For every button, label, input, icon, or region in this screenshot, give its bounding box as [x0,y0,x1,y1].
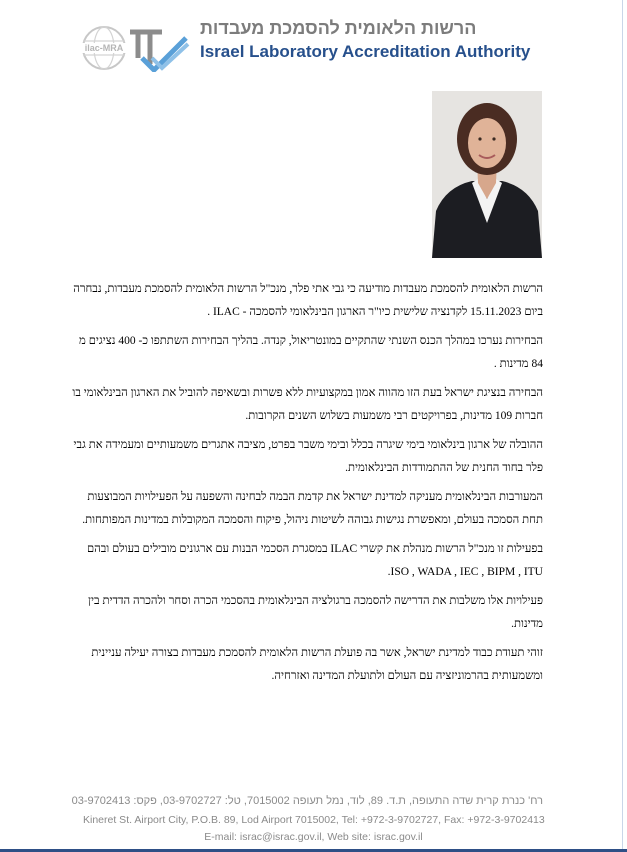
letter-body [70,278,543,694]
ilac-mra-logo [80,24,128,72]
israc-logo [128,28,190,72]
org-name-hebrew: הרשות הלאומית להסמכת מעבדות [200,18,477,38]
ilac-mra-logo-text: ilac-MRA [84,43,124,53]
page-border [622,0,623,852]
portrait-photo [432,91,542,258]
body-paragraph-3: הבחירה בנציגת ישראל בעת הזו מהווה אמון במקצועיות ללא פשרות ובשאיפה להוביל את הארגון הבינלאומי בו חברות 109 מדינות, בפרויקטים רבי משמעות בשלוש השנים הקרובות. [72,387,543,422]
body-paragraph-2: הבחירות נערכו במהלך הכנס השנתי שהתקיים במונטריאול, קנדה. בהליך הבחירות השתתפו כ- 400 נציגים מ 84 מדינות . [79,335,543,370]
footer-address-hebrew: רח' כנרת קרית שדה התעופה, ת.ד. 89, לוד, נמל תעופה 7015002, טל: 03-9702727, פקס: 03-9702413 [71,795,543,807]
org-name-english: Israel Laboratory Accreditation Authority [200,42,531,61]
body-paragraph-8: זוהי תעודת כבוד למדינת ישראל, אשר בה פועלת הרשות הלאומית להסמכת מעבדות בצורה יעילה עניינית ומשמעותית בהרמוניזציה עם העולם ולתועלת המדינה ואזרחיה. [91,647,543,682]
body-paragraph-1: הרשות הלאומית להסמכת מעבדות מודיעה כי גבי אתי פלר, מנכ"ל הרשות הלאומית להסמכת מעבדות, נבחרה ביום 15.11.2023 לקדנציה שלישית כיו"ר הארגון הבינלאומי להסמכה - ILAC . [73,283,543,318]
footer-contact: E-mail: israc@israc.gov.il, Web site: israc.gov.il [204,831,423,843]
body-paragraph-7: פעילויות אלו משלבות את הדרישה להסמכה ברגולציה הבינלאומית בהסכמי הכרה וסחר ולהכרה הדדית בין מדינות. [88,595,543,630]
footer-address-english: Kineret St. Airport City, P.O.B. 89, Lod Airport 7015002, Tel: +972-3-9702727, Fax: +972-3-9702413 [83,814,545,826]
body-paragraph-6: בפעילות זו מנכ"ל הרשות מנהלת את קשרי ILAC במסגרת הסכמי הבנות עם ארגונים מובילים בעולם ובהם ISO , WADA , IEC , BIPM , ITU. [86,543,543,578]
letterhead [0,12,627,72]
body-paragraph-5: המעורבות הבינלאומית מעניקה למדינת ישראל את קדמת הבמה לבחינה והשפעה על הפעילויות המבוצעות תחת הסמכה בעולם, ומאפשרת נגישות גבוהה לשיטות ניהול, פיקוח והסמכה המקובלות במדינות המפותחות. [82,491,543,526]
body-paragraph-4: ההובלה של ארגון בינלאומי בימי שיגרה בכלל ובימי משבר בפרט, מציבה אתגרים משמעותיים ומעמידה את גבי פלר בחוד החנית של ההתמודדות הבינלאומית. [73,439,543,474]
